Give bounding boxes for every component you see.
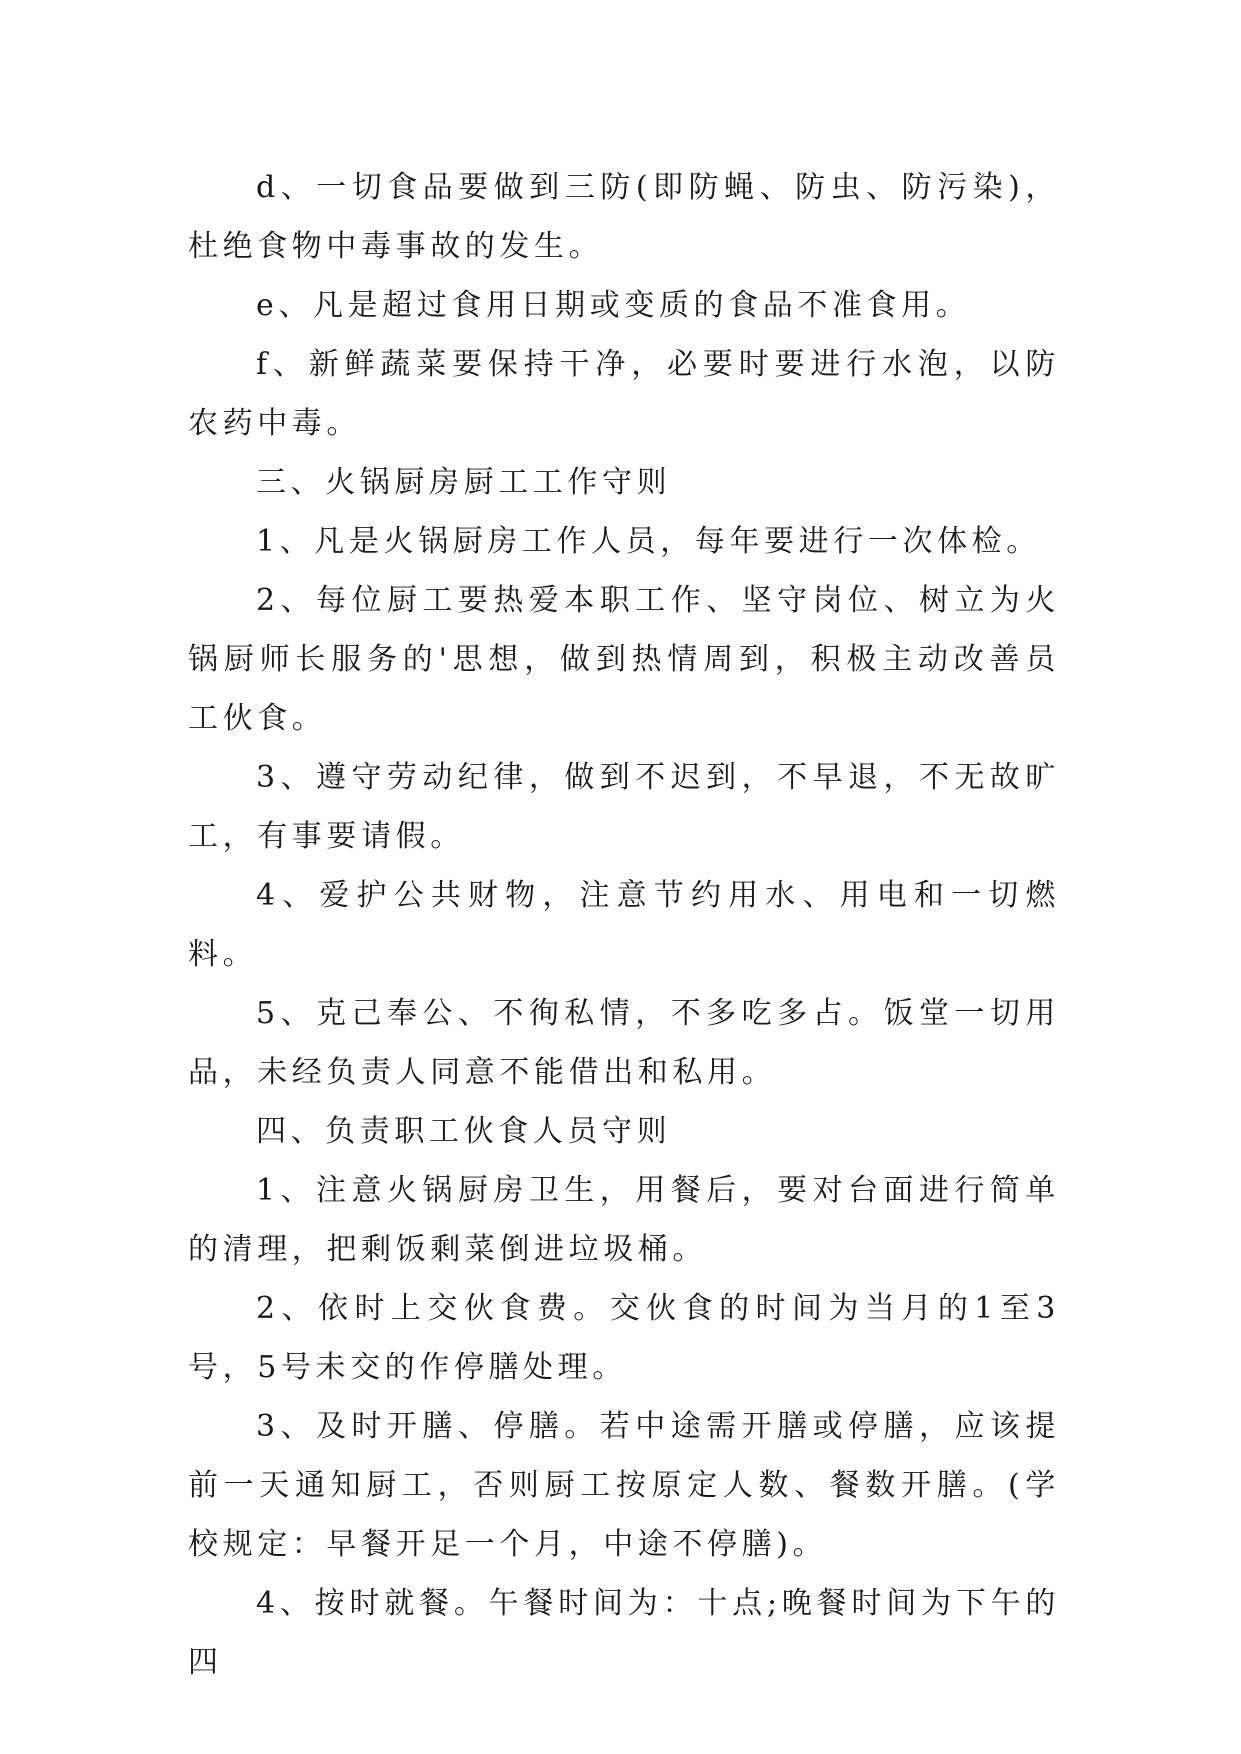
- paragraph-fresh-vegetables: f、新鲜蔬菜要保持干净，必要时要进行水泡，以防农药中毒。: [188, 347, 1060, 441]
- paragraph-meal-times: 4、按时就餐。午餐时间为：十点;晚餐时间为下午的四: [188, 1586, 1060, 1680]
- paragraph-selfless-duty: 5、克己奉公、不徇私情，不多吃多占。饭堂一切用品，未经负责人同意不能借出和私用。: [188, 996, 1060, 1090]
- paragraph-love-the-job: 2、每位厨工要热爱本职工作、坚守岗位、树立为火锅厨师长服务的'思想，做到热情周到，积极主动改善员工伙食。: [188, 583, 1060, 736]
- paragraph-kitchen-hygiene: 1、注意火锅厨房卫生，用餐后，要对台面进行简单的清理，把剩饭剩菜倒进垃圾桶。: [188, 1173, 1060, 1267]
- paragraph-public-property: 4、爱护公共财物，注意节约用水、用电和一切燃料。: [188, 878, 1060, 972]
- paragraph-labor-discipline: 3、遵守劳动纪律，做到不迟到，不早退，不无故旷工，有事要请假。: [188, 760, 1060, 854]
- paragraph-meal-fee: 2、依时上交伙食费。交伙食的时间为当月的1至3号，5号未交的作停膳处理。: [188, 1291, 1060, 1385]
- document-page: [188, 158, 1060, 1692]
- paragraph-annual-checkup: 1、凡是火锅厨房工作人员，每年要进行一次体检。: [256, 524, 1041, 559]
- section-heading-kitchen-rules: 三、火锅厨房厨工工作守则: [256, 465, 672, 500]
- paragraph-expired-food: e、凡是超过食用日期或变质的食品不准食用。: [256, 288, 971, 323]
- section-heading-meal-staff-rules: 四、负责职工伙食人员守则: [256, 1114, 672, 1149]
- paragraph-meal-start-stop: 3、及时开膳、停膳。若中途需开膳或停膳，应该提前一天通知厨工，否则厨工按原定人数、餐数开膳。(学校规定：早餐开足一个月，中途不停膳)。: [188, 1409, 1060, 1562]
- paragraph-food-three-prevention: d、一切食品要做到三防(即防蝇、防虫、防污染)，杜绝食物中毒事故的发生。: [188, 170, 1060, 264]
